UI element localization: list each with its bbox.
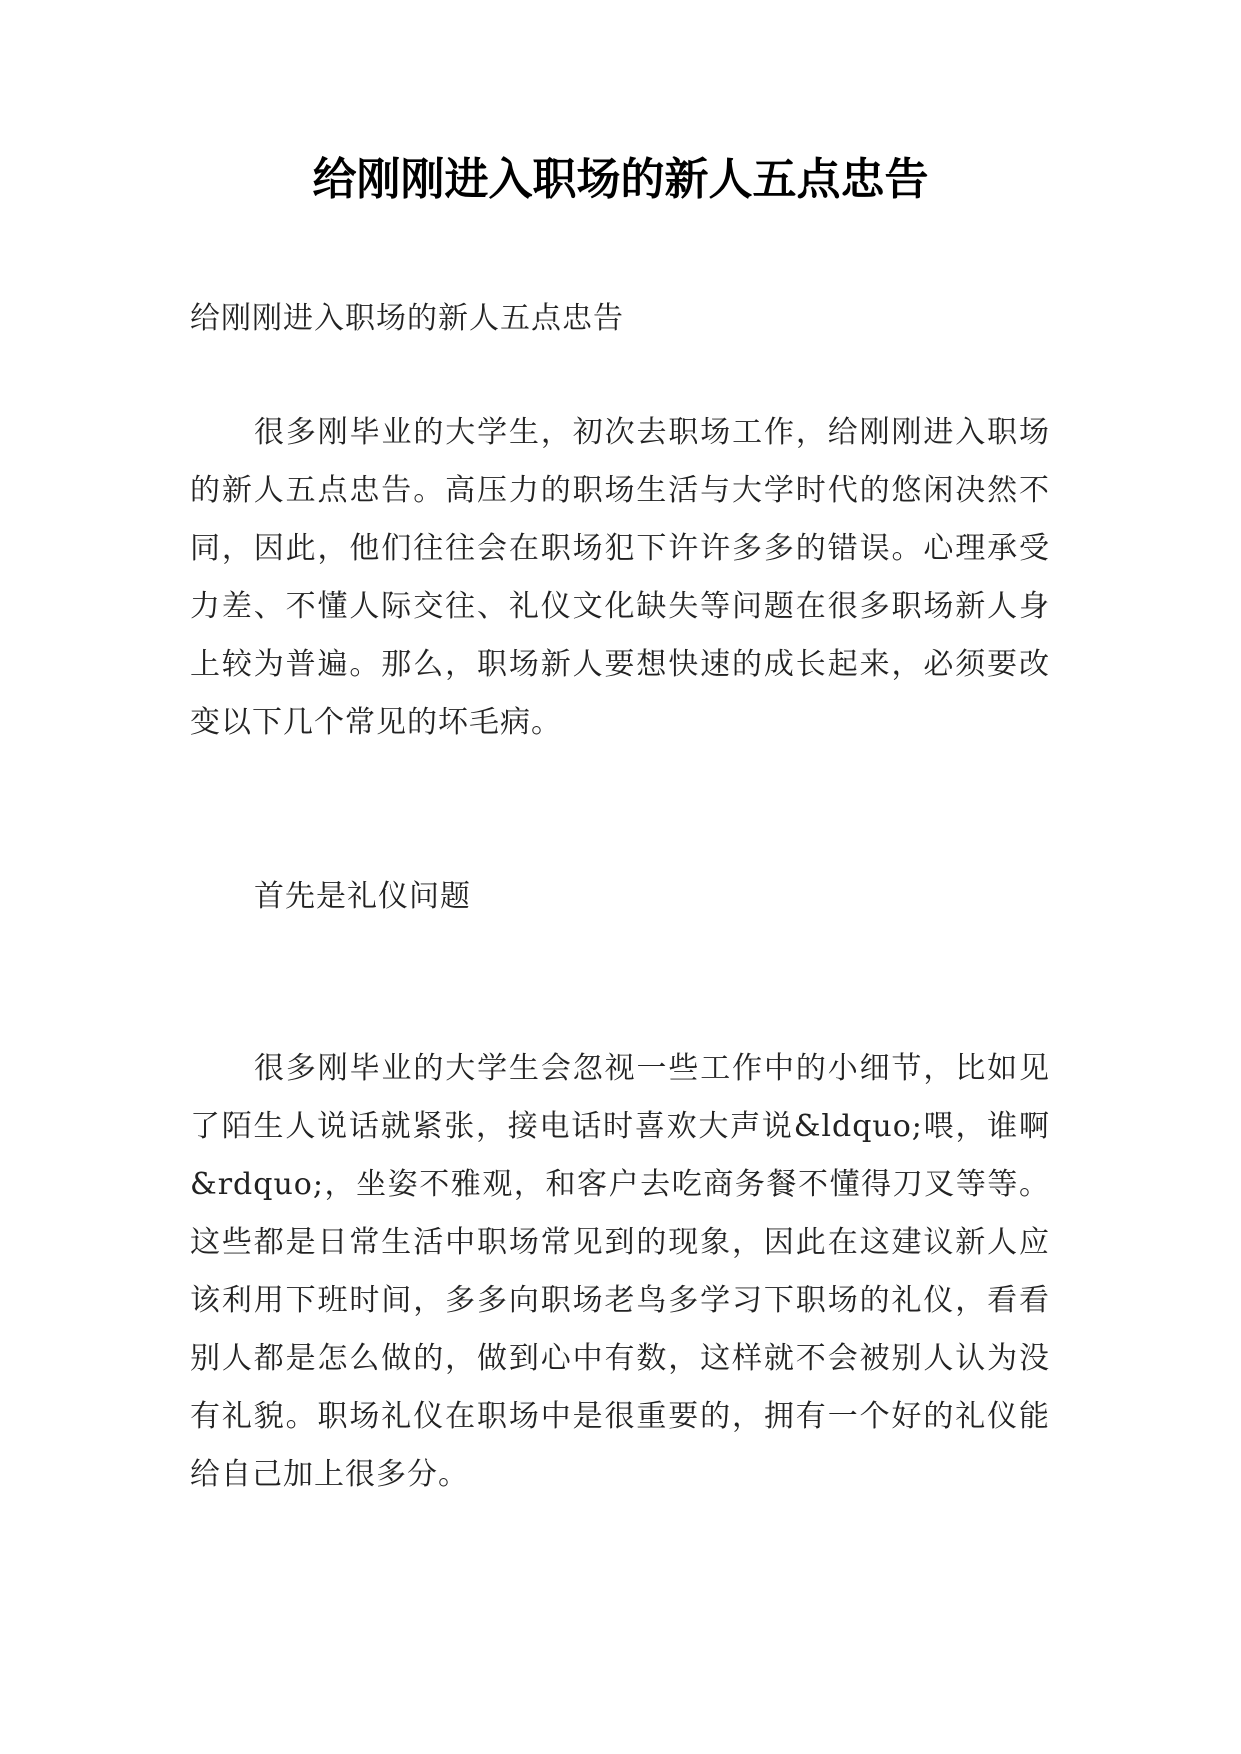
document-subtitle: 给刚刚进入职场的新人五点忠告: [190, 301, 624, 336]
document-title: 给刚刚进入职场的新人五点忠告: [312, 154, 929, 205]
intro-paragraph: 很多刚毕业的大学生，初次去职场工作，给刚刚进入职场的新人五点忠告。高压力的职场生活与大学时代的悠闲决然不同，因此，他们往往会在职场犯下许许多多的错误。心理承受力差、不懂人际交往、礼仪文化缺失等问题在很多职场新人身上较为普遍。那么，职场新人要想快速的成长起来，必须要改变以下几个常见的坏毛病。: [190, 415, 1050, 740]
section-heading-etiquette: 首先是礼仪问题: [254, 879, 471, 914]
etiquette-paragraph: 很多刚毕业的大学生会忽视一些工作中的小细节，比如见了陌生人说话就紧张，接电话时喜欢大声说&ldquo;喂，谁啊&rdquo;，坐姿不雅观，和客户去吃商务餐不懂得刀叉等等。这些都是日常生活中职场常见到的现象，因此在这建议新人应该利用下班时间，多多向职场老鸟多学习下职场的礼仪，看看别人都是怎么做的，做到心中有数，这样就不会被别人认为没有礼貌。职场礼仪在职场中是很重要的，拥有一个好的礼仪能给自己加上很多分。: [190, 1051, 1050, 1492]
